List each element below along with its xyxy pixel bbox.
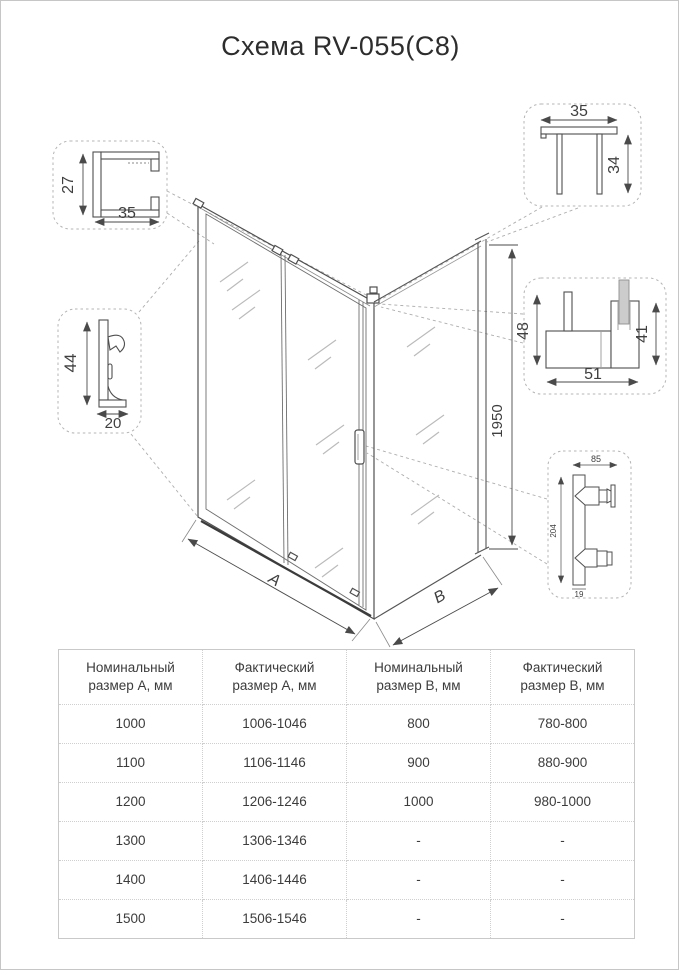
- cell: -: [347, 822, 491, 861]
- cell: 800: [347, 705, 491, 744]
- table-header-row: [59, 650, 635, 705]
- cell: 1000: [59, 705, 203, 744]
- table-row: [59, 861, 635, 900]
- cell: 900: [347, 744, 491, 783]
- dim-204: 204: [549, 524, 558, 538]
- door-handle: [355, 430, 364, 464]
- cell: 780-800: [491, 705, 635, 744]
- cell: -: [491, 822, 635, 861]
- cell: 880-900: [491, 744, 635, 783]
- cell: 1100: [59, 744, 203, 783]
- cell: 1406-1446: [203, 861, 347, 900]
- callout-ceiling-profile: [524, 103, 641, 206]
- cell: 1006-1046: [203, 705, 347, 744]
- cell: 1200: [59, 783, 203, 822]
- col-header-actual-b: Фактический размер В, мм: [491, 650, 635, 705]
- callout-bottom-rail: [515, 278, 666, 394]
- cell: 1506-1546: [203, 900, 347, 939]
- callout-handle-detail: [548, 451, 631, 599]
- callout-wall-profile: [58, 309, 141, 433]
- dim-width-a-label: A: [265, 570, 284, 591]
- dim-48: 48: [515, 322, 532, 340]
- dim-depth-b-label: B: [431, 587, 449, 608]
- size-table-container: [58, 649, 635, 939]
- dim-height-1950: [489, 245, 518, 549]
- dim-85: 85: [590, 454, 602, 464]
- table-row: [59, 783, 635, 822]
- table-row: [59, 822, 635, 861]
- dim-34: 34: [606, 156, 623, 174]
- dim-height-label: 1950: [489, 404, 506, 438]
- dim-19: 19: [574, 590, 584, 599]
- dim-51: 51: [584, 366, 602, 383]
- cell: -: [347, 900, 491, 939]
- cell: -: [491, 900, 635, 939]
- cell: 1106-1146: [203, 744, 347, 783]
- cell: 1206-1246: [203, 783, 347, 822]
- cell: 1300: [59, 822, 203, 861]
- table-row: [59, 900, 635, 939]
- dim-35: 35: [118, 205, 136, 222]
- dim-27: 27: [60, 176, 77, 194]
- col-header-nominal-b: Номинальный размер В, мм: [347, 650, 491, 705]
- page-title: Схема RV-055(C8): [221, 31, 460, 61]
- cell: -: [347, 861, 491, 900]
- dim-41: 41: [634, 325, 651, 343]
- cell: 1306-1346: [203, 822, 347, 861]
- dim-width-a: [182, 520, 370, 641]
- dim-35b: 35: [570, 103, 588, 120]
- cell: 1000: [347, 783, 491, 822]
- side-panel: [374, 233, 489, 619]
- dim-44: 44: [61, 353, 80, 373]
- schematic-diagram: [1, 1, 679, 649]
- table-row: [59, 705, 635, 744]
- cell: 1500: [59, 900, 203, 939]
- col-header-actual-a: Фактический размер А, мм: [203, 650, 347, 705]
- col-header-nominal-a: Номинальный размер А, мм: [59, 650, 203, 705]
- callout-top-profile: [53, 141, 167, 229]
- table-row: [59, 744, 635, 783]
- size-table: [58, 649, 635, 939]
- dim-20: 20: [104, 415, 122, 432]
- front-door-frame: [193, 198, 379, 619]
- cell: 1400: [59, 861, 203, 900]
- cell: -: [491, 861, 635, 900]
- cell: 980-1000: [491, 783, 635, 822]
- dim-depth-b: [376, 557, 502, 647]
- glass-reflection-marks: [220, 262, 444, 577]
